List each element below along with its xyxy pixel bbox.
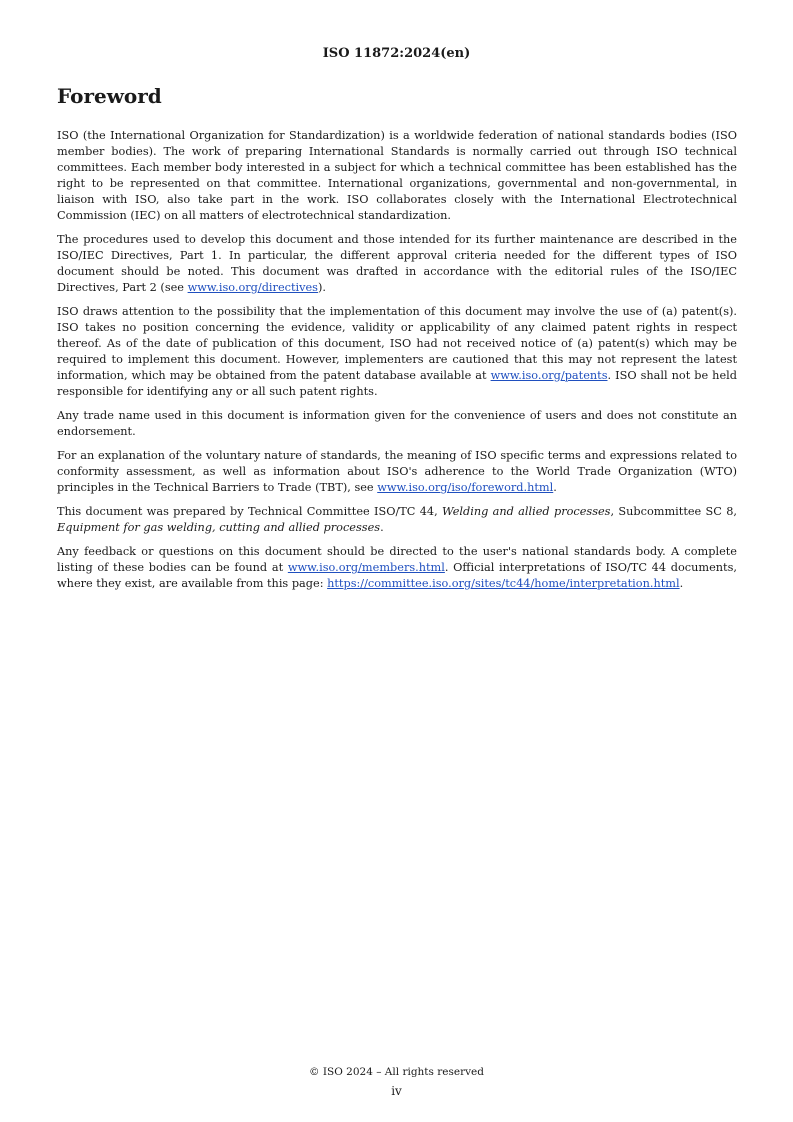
paragraph-text: . — [553, 481, 557, 494]
paragraph-trade-name: Any trade name used in this document is information given for the convenience of users and does not constitute an endorsement. — [57, 409, 737, 438]
paragraph-text: ). — [317, 281, 326, 294]
paragraph-text: The procedures used to develop this document and those intended for its further maintenance are described in the ISO/IEC Directives, Part 1. In particular, the different approval criteria needed for the different types of ISO document should be noted. This document was drafted in accordance with the editorial rules of the ISO/IEC Directives, Part 2 (see — [57, 233, 737, 294]
members-link[interactable]: www.iso.org/members.html — [287, 561, 445, 574]
paragraph-text: This document was prepared by Technical Committee ISO/TC 44, — [57, 505, 442, 518]
paragraph-text: For an explanation of the voluntary nature of standards, the meaning of ISO specific terms and expressions related to conformity assessment, as well as information about ISO's adherence to the World Trade Organization (WTO) principles in the Technical Barriers to Trade (TBT), see — [57, 449, 737, 494]
subcommittee-title: Equipment for gas welding, cutting and allied processes — [57, 521, 381, 534]
paragraph-iso-intro: ISO (the International Organization for Standardization) is a worldwide federation of national standards bodies (ISO member bodies). The work of preparing International Standards is normally carried out through ISO technical committees. Each member body interested in a subject for which a technical committee has been established has the right to be represented on that committee. International organizations, governmental and non-governmental, in liaison with ISO, also take part in the work. ISO collaborates closely with the International Electrotechnical Commission (IEC) on all matters of electrotechnical standardization. — [57, 129, 737, 222]
paragraph-text: . — [679, 577, 684, 590]
paragraph-text: . ISO shall not be held responsible for identifying any or all such patent rights. — [57, 369, 737, 398]
paragraph-text: , Subcommittee SC 8, — [610, 505, 737, 518]
interpretation-link[interactable]: https://committee.iso.org/sites/tc44/home/interpretation.html — [327, 577, 680, 590]
paragraph-patents — [57, 304, 737, 400]
document-id-header: ISO 11872:2024(en) — [322, 46, 471, 61]
paragraph-text: . Official interpretations of ISO/TC 44 documents, where they exist, are available from this page: — [57, 561, 737, 590]
copyright-footer: © ISO 2024 – All rights reserved — [309, 1066, 484, 1078]
paragraph-text: Any feedback or questions on this document should be directed to the user's national standards body. A complete listing of these bodies can be found at — [57, 545, 737, 574]
foreword-body — [57, 128, 737, 600]
paragraph-procedures — [57, 232, 737, 296]
patents-link[interactable]: www.iso.org/patents — [490, 369, 608, 382]
directives-link[interactable]: www.iso.org/directives — [187, 281, 318, 294]
page-number: iv — [391, 1084, 402, 1098]
foreword-link[interactable]: www.iso.org/iso/foreword.html — [377, 481, 554, 494]
page-title: Foreword — [57, 84, 162, 108]
paragraph-text: . — [380, 521, 384, 534]
committee-title: Welding and allied processes — [442, 505, 611, 518]
paragraph-committee — [57, 504, 737, 536]
paragraph-voluntary-nature — [57, 448, 737, 496]
paragraph-feedback — [57, 544, 737, 592]
paragraph-text: ISO draws attention to the possibility that the implementation of this document may involve the use of (a) patent(s). ISO takes no position concerning the evidence, validity or applicability of any claimed patent rights in respect thereof. As of the date of publication of this document, ISO had not received notice of (a) patent(s) which may be required to implement this document. However, implementers are cautioned that this may not represent the latest information, which may be obtained from the patent database available at — [57, 305, 737, 382]
